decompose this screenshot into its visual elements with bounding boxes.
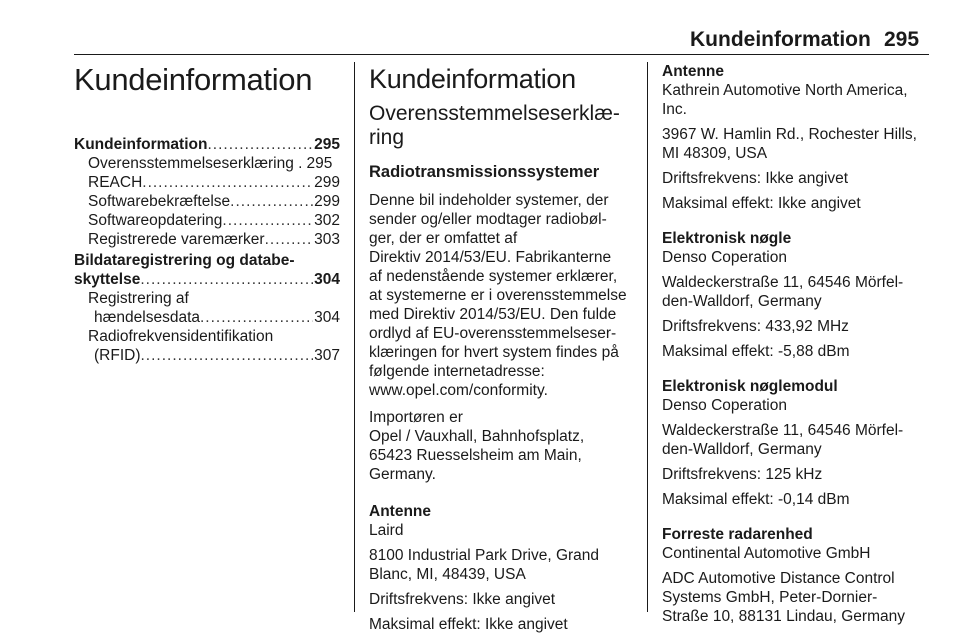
system-entry: Forreste radarenhed Continental Automotive GmbH ADC Automotive Distance Control Systems GmbH, Peter-Dornier- Straße 10, 88131 Lindau, Germany <box>662 525 930 626</box>
toc-entry[interactable]: Overensstemmelseserklæring . 295 <box>88 155 333 172</box>
middle-column <box>369 62 637 640</box>
subsection-title: Overensstemmelseserklæ- ring <box>369 102 620 149</box>
system-entry: Antenne Laird 8100 Industrial Park Drive, Grand Blanc, MI, 48439, USA Driftsfrekvens: Ikke angivet Maksimal effekt: Ikke angivet <box>369 502 637 634</box>
system-heading: Antenne <box>369 503 431 520</box>
column-divider-right <box>647 62 648 612</box>
system-entry: Elektronisk nøgle Denso Coperation Waldeckerstraße 11, 64546 Mörfel- den-Walldorf, Germany Driftsfrekvens: 433,92 MHz Maksimal effekt: -5,88 dBm <box>662 229 930 361</box>
toc-entry[interactable]: Kundeinformation ..... 295 <box>74 135 340 154</box>
system-heading: Antenne <box>662 63 724 80</box>
toc-entry-label[interactable]: Bildataregistrering og databe- <box>74 252 295 269</box>
running-header-title: Kundeinformation <box>690 28 871 51</box>
system-heading: Elektronisk nøgle <box>662 230 792 247</box>
toc-entry[interactable]: skyttelse ..... 304 <box>74 270 340 289</box>
page-number: 295 <box>884 28 920 51</box>
toc-entry[interactable]: Registrerede varemærker ..... 303 <box>74 230 340 249</box>
toc-entry[interactable]: hændelsesdata ..... 304 <box>74 308 340 327</box>
right-column <box>662 62 930 632</box>
intro-paragraph: Denne bil indeholder systemer, der sender og/eller modtager radiobøl- ger, der er omfattet af Direktiv 2014/53/EU. Fabrikanterne af nedenstående systemer erklærer, at systemerne er i overensstemmelse med Direktiv 2014/53/EU. Den fulde ordlyd af EU-overensstemmelseser- klæringen for hvert system findes på følgende internetadresse: www.opel.com/conformity. <box>369 192 627 399</box>
section-title: Kundeinformation <box>369 64 576 94</box>
toc-entry[interactable]: Softwarebekræftelse ..... 299 <box>74 192 340 211</box>
system-heading: Elektronisk nøglemodul <box>662 378 838 395</box>
toc-entry[interactable]: REACH ..... 299 <box>74 173 340 192</box>
toc-entry[interactable]: Softwareopdatering ..... 302 <box>74 211 340 230</box>
column-divider-left <box>354 62 355 612</box>
header-rule <box>74 54 929 55</box>
toc-entry-label[interactable]: Radiofrekvensidentifikation <box>88 328 274 345</box>
system-heading: Forreste radarenhed <box>662 526 813 543</box>
toc-column <box>74 60 340 365</box>
conformity-link[interactable]: www.opel.com/conformity. <box>369 382 548 399</box>
toc-entry[interactable]: (RFID) ..... 307 <box>74 346 340 365</box>
importer-paragraph: Importøren er Opel / Vauxhall, Bahnhofsplatz, 65423 Ruesselsheim am Main, Germany. <box>369 409 585 483</box>
chapter-title: Kundeinformation <box>74 62 313 97</box>
system-entry: Antenne Kathrein Automotive North America, Inc. 3967 W. Hamlin Rd., Rochester Hills, MI 48309, USA Driftsfrekvens: Ikke angivet Maksimal effekt: Ikke angivet <box>662 62 930 213</box>
toc-entry-label[interactable]: Registrering af <box>88 290 189 307</box>
subsection-heading: Radiotransmissionssystemer <box>369 163 600 181</box>
system-entry: Elektronisk nøglemodul Denso Coperation Waldeckerstraße 11, 64546 Mörfel- den-Walldorf, Germany Driftsfrekvens: 125 kHz Maksimal effekt: -0,14 dBm <box>662 377 930 509</box>
